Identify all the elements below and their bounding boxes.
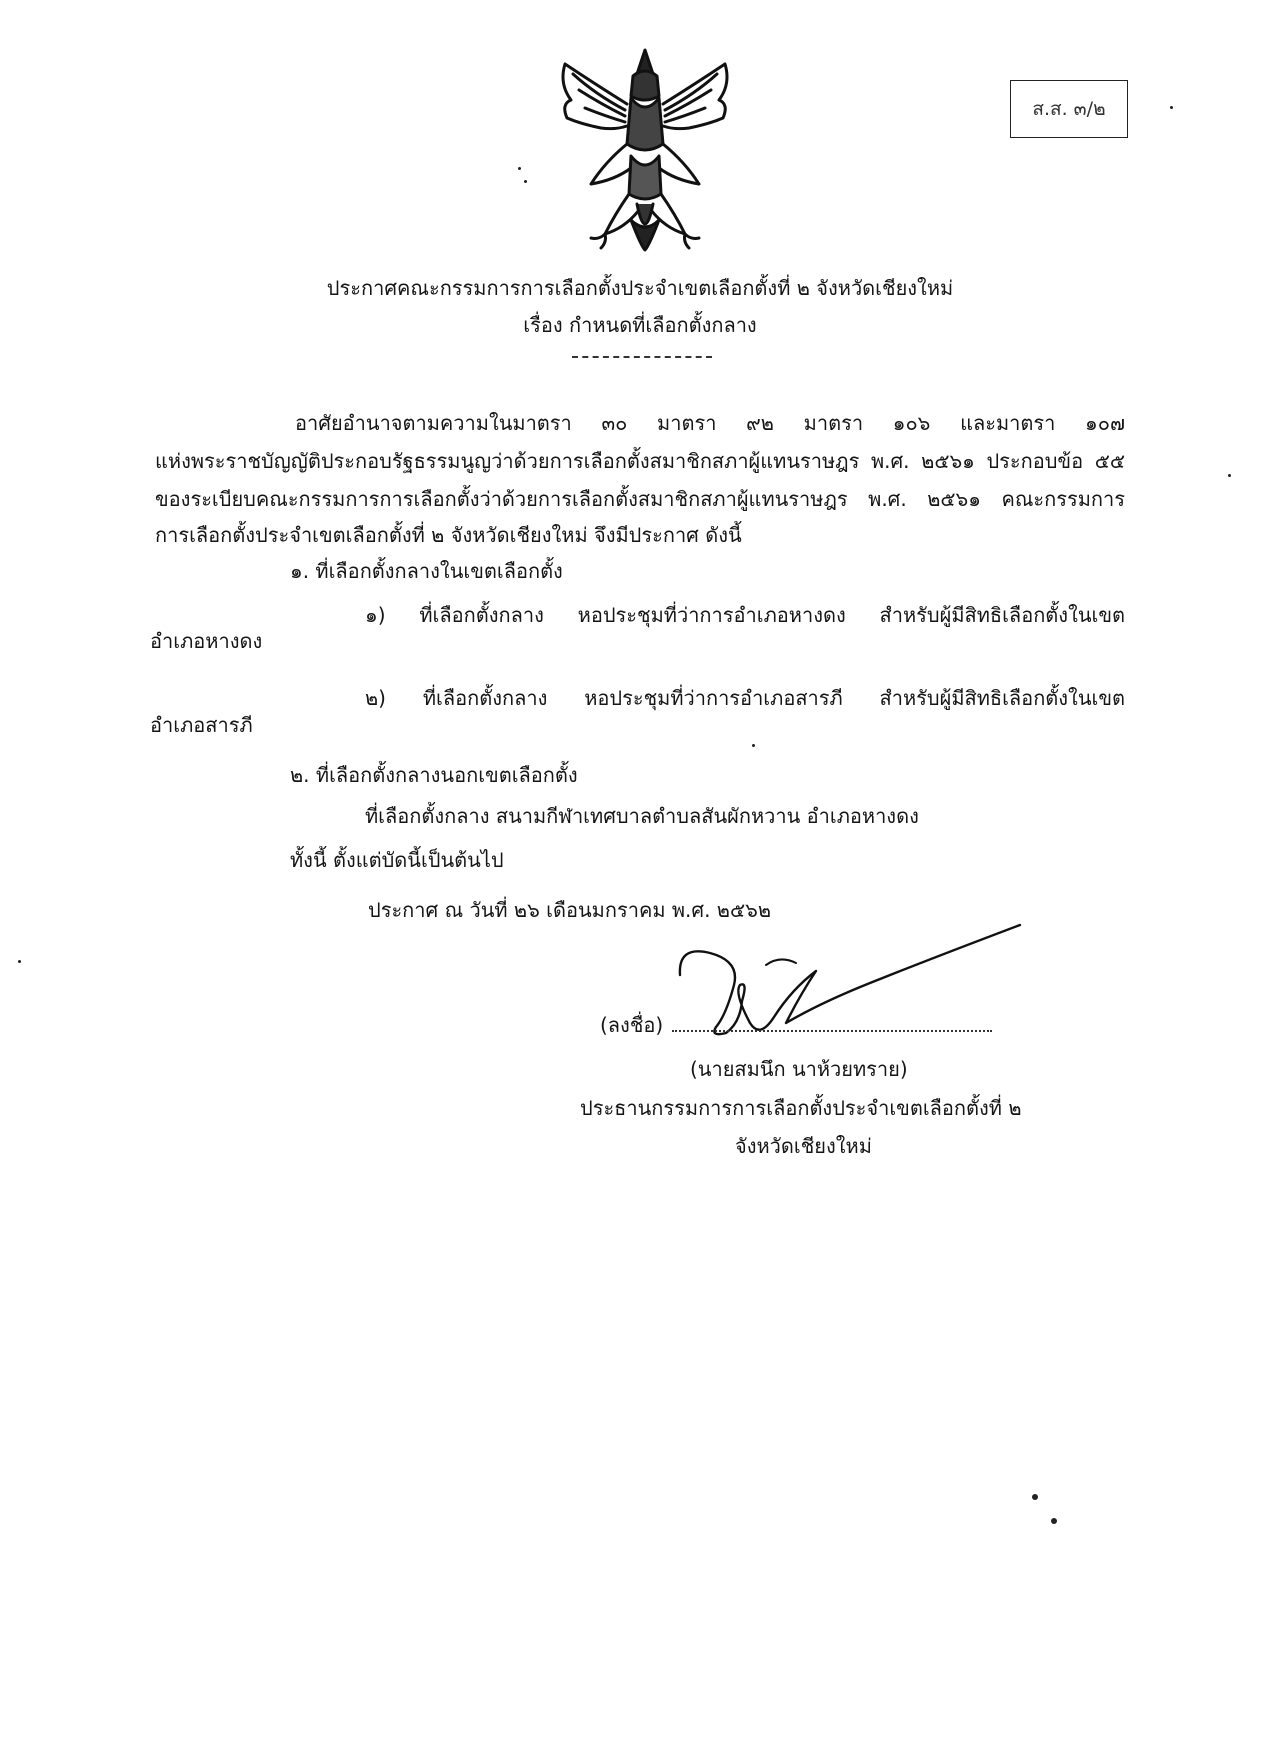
section1-item2-line2: อำเภอสารภี	[150, 713, 253, 737]
section1-heading: ๑. ที่เลือกตั้งกลางในเขตเลือกตั้ง	[290, 559, 563, 583]
form-code: ส.ส. ๓/๒	[1032, 98, 1106, 120]
garuda-emblem-icon	[545, 44, 745, 254]
section1-item2-line1: ๒) ที่เลือกตั้งกลาง หอประชุมที่ว่าการอำเภอสารภี สำหรับผู้มีสิทธิเลือกตั้งในเขต	[365, 686, 1125, 710]
preamble-line-4: การเลือกตั้งประจำเขตเลือกตั้งที่ ๒ จังหวัดเชียงใหม่ จึงมีประกาศ ดังนี้	[155, 523, 742, 547]
preamble-line-3: ของระเบียบคณะกรรมการการเลือกตั้งว่าด้วยการเลือกตั้งสมาชิกสภาผู้แทนราษฎร พ.ศ. ๒๕๖๑ คณะกรรมการ	[155, 487, 1125, 511]
title-divider	[572, 356, 712, 358]
preamble-line-1: อาศัยอำนาจตามความในมาตรา ๓๐ มาตรา ๙๒ มาตรา ๑๐๖ และมาตรา ๑๐๗	[295, 411, 1125, 435]
section2-text: ที่เลือกตั้งกลาง สนามกีฬาเทศบาลตำบลสันผักหวาน อำเภอหางดง	[365, 804, 919, 828]
announcement-date: ประกาศ ณ วันที่ ๒๖ เดือนมกราคม พ.ศ. ๒๕๖๒	[368, 898, 772, 922]
signature-line	[672, 1030, 992, 1032]
effective-statement: ทั้งนี้ ตั้งแต่บัดนี้เป็นต้นไป	[290, 848, 504, 872]
sign-label: (ลงชื่อ)	[600, 1013, 664, 1037]
preamble-line-2: แห่งพระราชบัญญัติประกอบรัฐธรรมนูญว่าด้วยการเลือกตั้งสมาชิกสภาผู้แทนราษฎร พ.ศ. ๒๕๖๑ ประกอบข้อ ๕๕	[155, 449, 1125, 473]
signer-name: (นายสมนึก นาห้วยทราย)	[690, 1057, 908, 1081]
section1-item1-line1: ๑) ที่เลือกตั้งกลาง หอประชุมที่ว่าการอำเภอหางดง สำหรับผู้มีสิทธิเลือกตั้งในเขต	[365, 603, 1125, 627]
section2-heading: ๒. ที่เลือกตั้งกลางนอกเขตเลือกตั้ง	[290, 763, 578, 787]
section1-item1-line2: อำเภอหางดง	[150, 629, 263, 653]
handwritten-signature	[670, 905, 1040, 1055]
signer-province: จังหวัดเชียงใหม่	[735, 1134, 872, 1158]
form-code-box	[1010, 80, 1128, 138]
signer-title: ประธานกรรมการการเลือกตั้งประจำเขตเลือกตั้งที่ ๒	[580, 1096, 1022, 1120]
announcement-title: ประกาศคณะกรรมการการเลือกตั้งประจำเขตเลือกตั้งที่ ๒ จังหวัดเชียงใหม่	[326, 276, 954, 300]
announcement-subject: เรื่อง กำหนดที่เลือกตั้งกลาง	[523, 313, 757, 337]
